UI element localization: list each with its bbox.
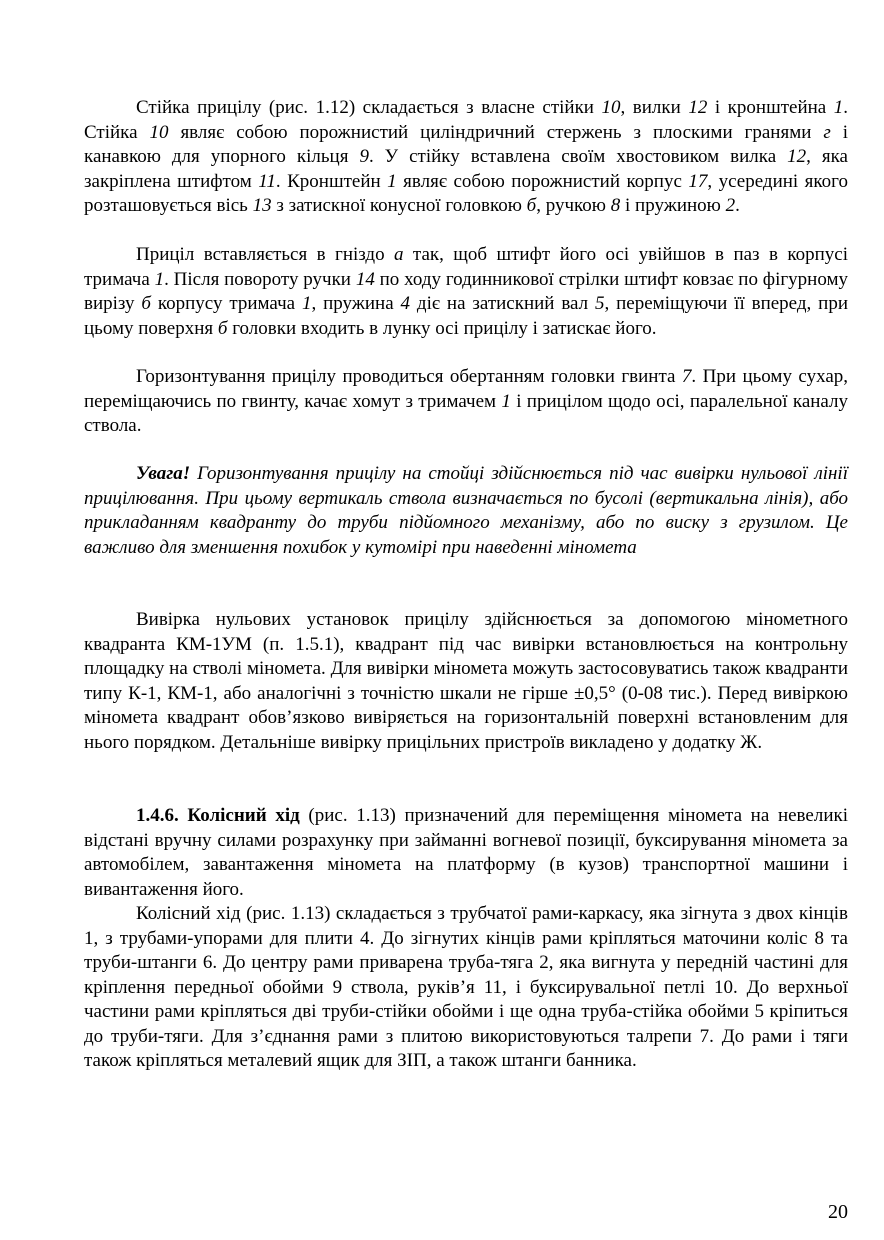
text-run: 12 [787,146,807,167]
text-run: так, щоб штифт його осі увійшов в паз в корпусі тримача [84,244,848,290]
text-run: 4 [400,293,411,314]
text-run: по ходу годинникової стрілки штифт ковзає по фігурному вирізу [84,268,849,314]
text-run: Стійка прицілу (рис. 1.12) складається з власне стійки [136,97,602,118]
text-run: Вивірка нульових установок прицілу здійснюється за допомогою мінометного квадранта КМ-1УМ (п. 1.5.1), квадрант під час вивірки встановлюється на контрольну площадку на стволі міномета. Для вивірки міномета можуть застосовуватись також квадранти типу К-1, КМ-1, або аналогічні з точністю шкали не гірше ±0,5° (0-08 тис.). Перед вивіркою міномета квадрант обов’язково вивіряється на горизонтальній поверхні встановленим для нього порядком. Детальніше вивірку прицільних пристроїв викладено у додатку Ж. [84,609,848,753]
text-run: 1 [833,97,844,118]
text-run: і канавкою для упорного кільця [84,121,848,167]
paragraph-zero-check [84,608,848,755]
text-run: б [526,195,537,216]
text-run: діє на затискний вал [410,293,596,314]
text-run: і прицілом щодо осі, паралельної каналу ствола. [84,390,848,436]
text-run: 14 [355,268,375,290]
text-run: . При цьому сухар, переміщаючись по гвинту, качає хомут з тримачем [84,366,849,412]
text-run: і пружиною [620,195,726,216]
text-run: головки входить в лунку осі прицілу і затискає його. [227,317,657,339]
text-run: 5 [595,293,605,314]
text-run: . Стійка [84,97,848,143]
paragraph-sight-leveling [84,365,848,439]
text-run: 9 [359,146,369,167]
paragraph-sight-insertion [84,243,848,341]
text-run: 17 [688,170,708,192]
text-run: 12 [688,97,708,118]
paragraph-sight-stand [84,96,848,219]
text-run: являє собою порожнистий корпус [396,170,689,192]
text-run: Горизонтування прицілу проводиться обертанням головки гвинта [136,366,682,387]
text-run: . [735,195,740,216]
text-run: , усередині якого розташовується вісь [84,170,849,216]
text-run: Колісний хід (рис. 1.13) складається з трубчатої рами-каркасу, яка зігнута з двох кінців 1, з трубами-упорами для плити 4. До зігнутих кінців рами кріпляться маточини коліс 8 та труби-штанги 6. До центру рами приварена труба-тяга 2, яка вигнута у передній частині для кріплення передньої обойми 9 ствола, руків’я 11, і буксирувальної петлі 10. До верхньої частини рами кріпляться дві труби-стійки обойми і ще одна труба-стійка обойми 5 кріпиться до труби-тяги. Для з’єднання рами з плитою використовуються талрепи 7. До рами і тяги також кріпляться металевий ящик для ЗІП, а також штанги банника. [84,903,848,1071]
text-run: 1 [501,390,511,412]
text-run: являє собою порожнистий циліндричний стержень з плоскими гранями [168,121,824,143]
text-run: , яка закріплена штифтом [84,146,848,192]
text-run: 11 [258,170,276,192]
text-run: 8 [610,195,621,216]
text-run: . Кронштейн [275,170,388,192]
text-run: , переміщуючи її вперед, при цьому поверхня [84,293,848,339]
text-run: 10 [601,97,621,118]
text-run: , вилки [620,97,689,118]
text-run: . У стійку вставлена своїм хвостовиком вилка [368,146,788,167]
text-run: б [217,317,228,339]
text-run: корпусу тримача [150,293,302,314]
attention-note [84,462,848,560]
text-run: , ручкою [536,195,611,216]
text-run: 1 [387,170,397,192]
text-run: . Після повороту ручки [164,268,356,290]
text-run: Приціл вставляється в гніздо [136,244,395,265]
text-run: (рис. 1.13) призначений для переміщення міномета на невеликі відстані вручну силами розрахунку при займанні вогневої позиції, буксирування міномета за автомобілем, завантаження міномета на платформу (в кузов) транспортної машини і вивантаження його. [84,805,848,900]
text-run: Горизонтування прицілу на стойці здійснюється під час вивірки нульової лінії прицілювання. При цьому вертикаль ствола визначається по бусолі (вертикальна лінія), або прикладанням квадранту до труби підйомного механізму, або по виску з грузилом. Це важливо для зменшення похибок у кутомірі при наведенні міномета [84,463,848,558]
text-run: б [141,293,151,314]
text-run: 2 [725,195,736,216]
text-run: 7 [681,366,692,387]
section-wheel-travel [84,804,848,902]
text-run: і кронштейна [707,97,834,118]
paragraph-wheel-travel-structure [84,902,848,1074]
text-run: з затискної конусної головкою [271,195,527,216]
text-run: 13 [252,195,272,216]
text-run: Увага! [136,463,191,484]
text-run: 1 [154,268,165,290]
text-run: 1.4.6. Колісний хід [136,805,300,826]
text-run: а [394,244,404,265]
text-run: , пружина [311,293,401,314]
text-run: 10 [149,121,169,143]
text-run: 1 [301,293,312,314]
text-run: г [823,121,831,143]
page-number: 20 [828,1201,848,1223]
